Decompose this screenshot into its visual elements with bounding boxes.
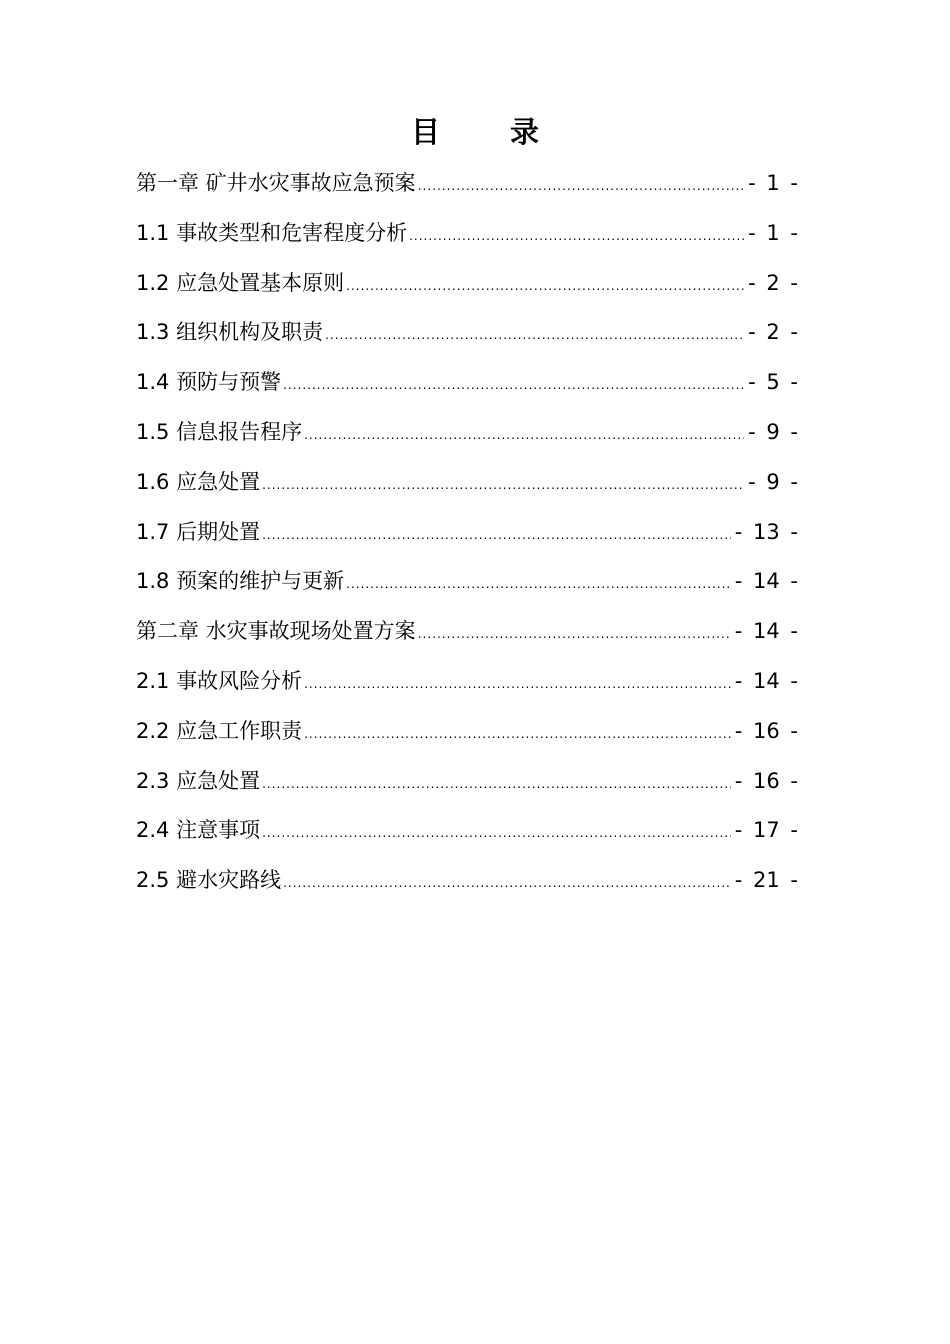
toc-entry-text: 1.7 后期处置	[136, 519, 261, 544]
toc-entry-page: - 2 -	[748, 270, 798, 295]
toc-entry-page: - 1 -	[748, 220, 798, 245]
toc-entry-text: 2.1 事故风险分析	[136, 668, 303, 693]
toc-entry-text: 1.2 应急处置基本原则	[136, 270, 345, 295]
toc-entry-page: - 2 -	[748, 320, 798, 345]
toc-entry-text: 2.4 注意事项	[136, 818, 261, 843]
toc-entry-text: 1.1 事故类型和危害程度分析	[136, 220, 408, 245]
toc-dot-leader	[325, 315, 744, 355]
toc-entry-page: - 14 -	[734, 668, 798, 693]
toc-entry-text: 1.3 组织机构及职责	[136, 320, 324, 345]
toc-dot-leader	[304, 415, 744, 455]
toc-entry[interactable]	[136, 312, 798, 362]
toc-title: 目 录	[410, 115, 570, 149]
toc-entry-page: - 14 -	[734, 619, 798, 644]
toc-entry-text: 第二章 水灾事故现场处置方案	[136, 619, 416, 644]
toc-entry[interactable]	[136, 561, 798, 611]
toc-dot-leader	[262, 515, 731, 555]
toc-entry[interactable]	[136, 263, 798, 313]
toc-entry[interactable]	[136, 512, 798, 562]
toc-entry-page: - 9 -	[748, 469, 798, 494]
toc-entry-text: 1.5 信息报告程序	[136, 419, 303, 444]
toc-dot-leader	[418, 166, 744, 206]
toc-dot-leader	[346, 564, 731, 604]
toc-entry[interactable]	[136, 462, 798, 512]
toc-entry-page: - 21 -	[734, 868, 798, 893]
toc-dot-leader	[346, 266, 744, 306]
toc-entry-page: - 13 -	[734, 519, 798, 544]
toc-entry-text: 2.3 应急处置	[136, 768, 261, 793]
toc-entry[interactable]	[136, 810, 798, 860]
toc-entry[interactable]	[136, 661, 798, 711]
toc-dot-leader	[409, 216, 744, 256]
toc-entry-text: 1.6 应急处置	[136, 469, 261, 494]
toc-list	[136, 163, 798, 910]
toc-entry-text: 第一章 矿井水灾事故应急预案	[136, 171, 416, 195]
toc-entry-page: - 5 -	[748, 370, 798, 395]
toc-entry[interactable]	[136, 412, 798, 462]
toc-entry-text: 2.2 应急工作职责	[136, 718, 303, 743]
toc-dot-leader	[304, 714, 731, 754]
toc-entry-page: - 1 -	[748, 171, 798, 195]
toc-entry-page: - 16 -	[734, 768, 798, 793]
toc-entry[interactable]	[136, 761, 798, 811]
toc-entry-page: - 16 -	[734, 718, 798, 743]
toc-entry[interactable]	[136, 362, 798, 412]
toc-entry[interactable]	[136, 611, 798, 661]
toc-dot-leader	[283, 365, 744, 405]
toc-entry-text: 2.5 避水灾路线	[136, 868, 282, 893]
toc-entry-page: - 17 -	[734, 818, 798, 843]
toc-entry[interactable]	[136, 711, 798, 761]
toc-entry-page: - 14 -	[734, 569, 798, 594]
toc-entry[interactable]	[136, 213, 798, 263]
toc-dot-leader	[262, 764, 731, 804]
toc-entry-page: - 9 -	[748, 419, 798, 444]
toc-dot-leader	[304, 664, 731, 704]
toc-entry-text: 1.4 预防与预警	[136, 370, 282, 395]
toc-dot-leader	[262, 813, 731, 853]
toc-entry[interactable]	[136, 860, 798, 910]
toc-entry[interactable]	[136, 163, 798, 213]
toc-dot-leader	[262, 465, 744, 505]
toc-dot-leader	[283, 863, 731, 903]
toc-entry-text: 1.8 预案的维护与更新	[136, 569, 345, 594]
toc-dot-leader	[418, 614, 731, 654]
